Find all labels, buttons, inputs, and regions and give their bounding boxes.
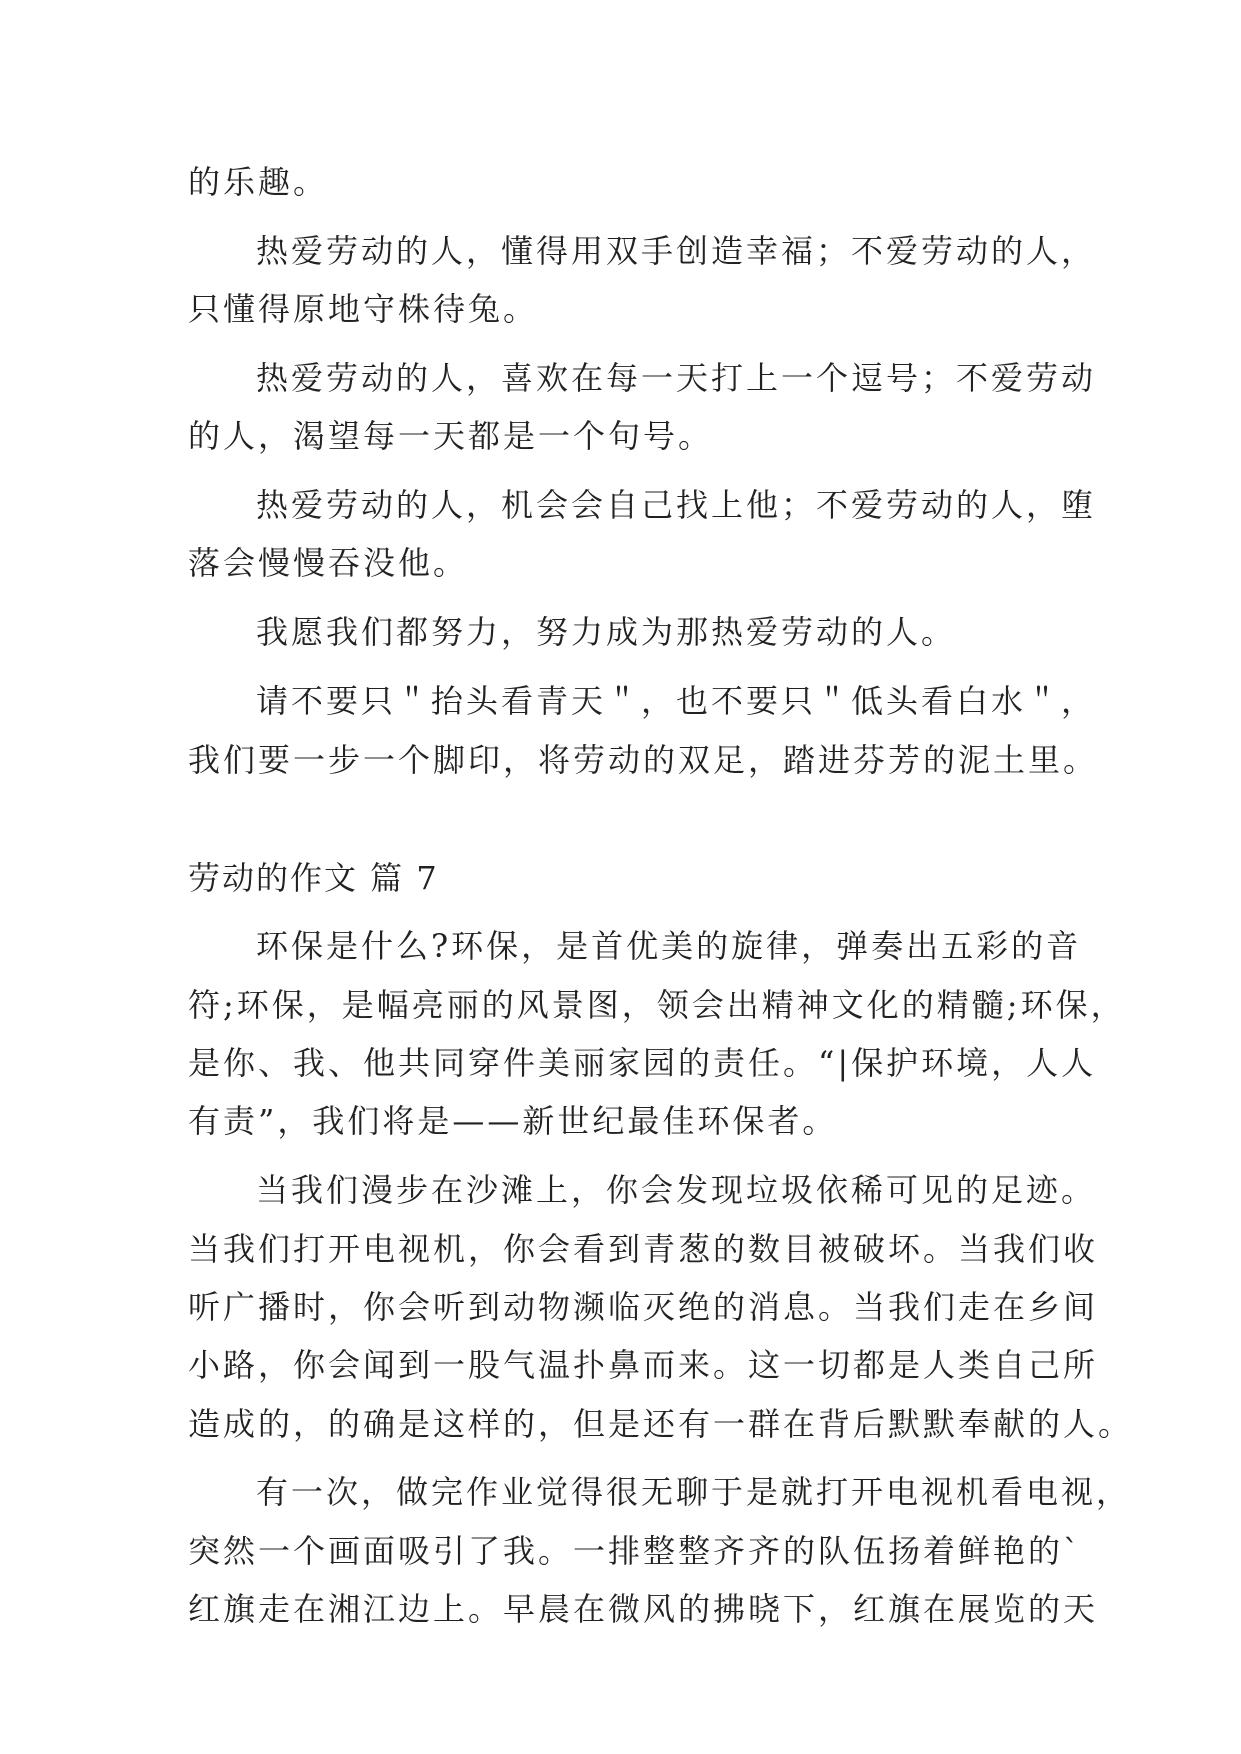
text-line: 请不要只＂抬头看青天＂，也不要只＂低头看白水＂， xyxy=(256,682,1097,720)
text-line: 有责”，我们将是——新世纪最佳环保者。 xyxy=(188,1102,838,1140)
text-line: 热爱劳动的人，机会会自己找上他；不爱劳动的人，堕 xyxy=(256,486,1097,524)
text-line: 当我们打开电视机，你会看到青葱的数目被破坏。当我们收 xyxy=(188,1230,1099,1268)
text-line: 我愿我们都努力，努力成为那热爱劳动的人。 xyxy=(256,613,957,651)
text-line: 符;环保，是幅亮丽的风景图，领会出精神文化的精髓;环保， xyxy=(188,986,1126,1024)
section-heading: 劳动的作文 篇 7 xyxy=(188,859,439,897)
text-line: 我们要一步一个脚印，将劳动的双足，踏进芬芳的泥土里。 xyxy=(188,741,1099,779)
text-line: 落会慢慢吞没他。 xyxy=(188,544,469,582)
text-line: 突然一个画面吸引了我。一排整整齐齐的队伍扬着鲜艳的` xyxy=(188,1532,1083,1570)
text-line: 环保是什么?环保，是首优美的旋律，弹奏出五彩的音 xyxy=(256,927,1082,965)
text-line: 听广播时，你会听到动物濒临灭绝的消息。当我们走在乡间 xyxy=(188,1288,1099,1326)
text-line: 只懂得原地守株待兔。 xyxy=(188,290,539,328)
text-line: 小路，你会闻到一股气温扑鼻而来。这一切都是人类自己所 xyxy=(188,1346,1099,1384)
text-line: 热爱劳动的人，懂得用双手创造幸福；不爱劳动的人， xyxy=(256,232,1097,270)
text-line: 造成的，的确是这样的，但是还有一群在背后默默奉献的人。 xyxy=(188,1405,1134,1443)
text-line: 的人，渴望每一天都是一个句号。 xyxy=(188,417,714,455)
text-line: 是你、我、他共同穿件美丽家园的责任。“|保护环境，人人 xyxy=(188,1044,1097,1082)
text-line: 的乐趣。 xyxy=(188,163,329,201)
text-line: 有一次，做完作业觉得很无聊于是就打开电视机看电视， xyxy=(256,1473,1132,1511)
text-line: 红旗走在湘江边上。早晨在微风的拂晓下，红旗在展览的天 xyxy=(188,1590,1099,1628)
text-line: 当我们漫步在沙滩上，你会发现垃圾依稀可见的足迹。 xyxy=(256,1171,1097,1209)
text-line: 热爱劳动的人，喜欢在每一天打上一个逗号；不爱劳动 xyxy=(256,359,1097,397)
